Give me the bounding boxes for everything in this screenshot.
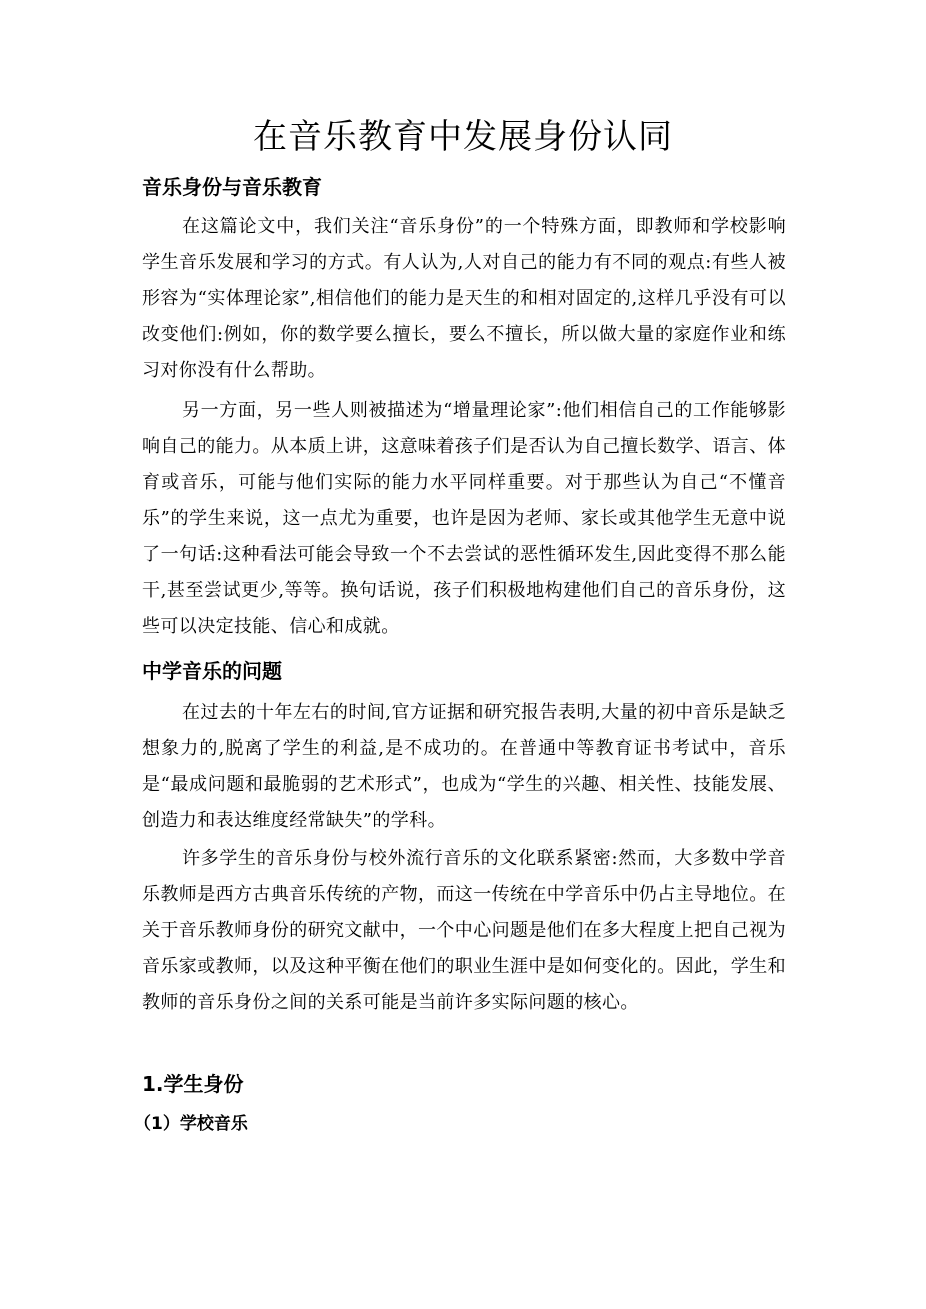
numbered-heading-student-identity: 1.学生身份	[142, 1072, 244, 1096]
subheading-school-music: （1）学校音乐	[134, 1114, 248, 1134]
section-heading-secondary-music: 中学音乐的问题	[142, 659, 282, 683]
document-title: 在音乐教育中发展身份认同	[253, 117, 673, 157]
section-heading-music-identity: 音乐身份与音乐教育	[142, 175, 322, 199]
paragraph: 许多学生的音乐身份与校外流行音乐的文化联系紧密:然而，大多数中学音乐教师是西方古典音乐传统的产物，而这一传统在中学音乐中仍占主导地位。在关于音乐教师身份的研究文献中，一个中心问题是他们在多大程度上把自己视为音乐家或教师，以及这种平衡在他们的职业生涯中是如何变化的。因此，学生和教师的音乐身份之间的关系可能是当前许多实际问题的核心。	[142, 848, 786, 1013]
paragraph: 在过去的十年左右的时间,官方证据和研究报告表明,大量的初中音乐是缺乏想象力的,脱离了学生的利益,是不成功的。在普通中等教育证书考试中，音乐是“最成问题和最脆弱的艺术形式”，也成为“学生的兴趣、相关性、技能发展、创造力和表达维度经常缺失”的学科。	[142, 702, 786, 831]
paragraph: 在这篇论文中，我们关注“音乐身份”的一个特殊方面，即教师和学校影响学生音乐发展和学习的方式。有人认为,人对自己的能力有不同的观点:有些人被形容为“实体理论家”,相信他们的能力是天生的和相对固定的,这样几乎没有可以改变他们:例如，你的数学要么擅长，要么不擅长，所以做大量的家庭作业和练习对你没有什么帮助。	[142, 216, 786, 381]
paragraph: 另一方面，另一些人则被描述为“增量理论家”:他们相信自己的工作能够影响自己的能力。从本质上讲，这意味着孩子们是否认为自己擅长数学、语言、体育或音乐，可能与他们实际的能力水平同样重要。对于那些认为自己“不懂音乐”的学生来说，这一点尤为重要，也许是因为老师、家长或其他学生无意中说了一句话:这种看法可能会导致一个不去尝试的恶性循环发生,因此变得不那么能干,甚至尝试更少,等等。换句话说，孩子们积极地构建他们自己的音乐身份，这些可以决定技能、信心和成就。	[142, 400, 786, 637]
